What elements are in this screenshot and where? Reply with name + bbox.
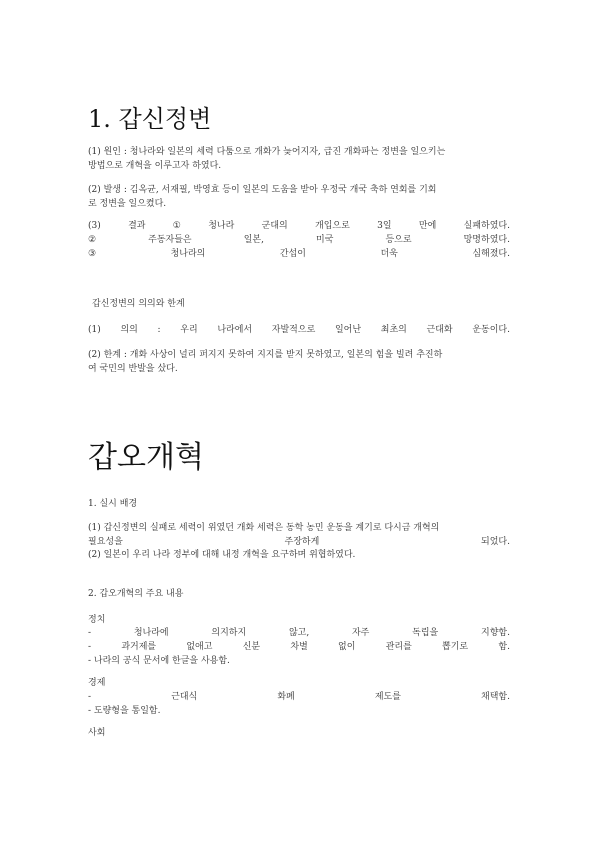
economy-word: 채택함. xyxy=(481,692,510,702)
background-heading: 1. 실시 배경 xyxy=(88,499,138,509)
content-heading: 2. 갑오개혁의 주요 내용 xyxy=(88,589,184,599)
significance-row xyxy=(88,323,510,337)
paragraph-occurrence xyxy=(88,183,510,211)
significance-word: 운동이다. xyxy=(472,325,510,335)
paragraph-result xyxy=(88,219,510,261)
paragraph-significance xyxy=(88,323,510,337)
result-word: 개입으로 xyxy=(315,221,350,231)
background1-word: 되었다. xyxy=(481,537,510,547)
significance-word: 일어난 xyxy=(334,325,362,335)
significance-word: 근대화 xyxy=(426,325,453,335)
society-heading: 사회 xyxy=(88,728,106,738)
result-word: 심해졌다. xyxy=(472,249,510,259)
background1-line-1: (1) 갑신정변의 실패로 세력이 위였던 개화 세력은 동학 농민 운동을 계기로 다시금 개혁의 xyxy=(88,523,440,533)
section-title-gabo: 갑오개혁 xyxy=(88,440,204,475)
politics-row-3: - 나라의 공식 문서에 한글을 사용함. xyxy=(88,656,230,666)
significance-word: 의의 xyxy=(120,325,138,335)
background1-word: 주장하게 xyxy=(284,537,320,547)
paragraph-background-1 xyxy=(88,521,510,549)
result-word: 결과 xyxy=(128,221,146,231)
result-word: (3) xyxy=(88,221,101,231)
background1-word: 필요성을 xyxy=(88,537,123,547)
result-word: ③ xyxy=(88,249,97,259)
cause-line-1: (1) 원인 : 청나라와 일본의 세력 다툼으로 개화가 늦어지자, 급진 개화파는 정변을 일으키는 xyxy=(88,147,446,157)
result-word: ① xyxy=(172,221,181,231)
result-word: 군대의 xyxy=(261,221,288,231)
politics-word: 과거제를 xyxy=(121,642,157,652)
politics-word: 독립을 xyxy=(412,628,439,638)
politics-word: 뽑기로 xyxy=(442,642,469,652)
paragraph-limit xyxy=(88,348,510,376)
economy-row-1 xyxy=(88,690,510,704)
paragraph-cause xyxy=(88,145,510,173)
economy-word: 근대식 xyxy=(171,692,198,702)
background1-line-2 xyxy=(88,535,510,549)
economy-row-2: - 도량형을 통일함. xyxy=(88,706,161,716)
politics-word: 자주 xyxy=(351,628,370,638)
politics-row-2 xyxy=(88,640,510,654)
occurrence-line-2: 로 정변을 일으켰다. xyxy=(88,199,167,209)
result-word: 실패하였다. xyxy=(463,221,510,231)
politics-word: - xyxy=(88,642,92,652)
economy-list xyxy=(88,690,510,718)
result-word: 미국 xyxy=(316,235,334,245)
limit-line-2: 여 국민의 반발을 샀다. xyxy=(88,364,178,374)
section-title-gapsin: 1. 갑신정변 xyxy=(88,105,212,133)
politics-word: 없이 xyxy=(338,642,356,652)
politics-word: 청나라에 xyxy=(133,628,169,638)
result-word: 3일 xyxy=(377,221,392,231)
significance-word: 나라에서 xyxy=(217,325,253,335)
politics-word: 함. xyxy=(498,642,510,652)
politics-word: 관리를 xyxy=(385,642,412,652)
result-word: 주동자들은 xyxy=(148,235,192,245)
result-row-2 xyxy=(88,233,510,247)
politics-word: 의지하지 xyxy=(211,628,247,638)
politics-word: 차별 xyxy=(290,642,308,652)
limit-line-1: (2) 한계 : 개화 사상이 널리 퍼지지 못하여 지지를 받지 못하였고, 일본의 힘을 빌려 추진하 xyxy=(88,350,443,360)
result-word: 만에 xyxy=(418,221,437,231)
politics-list xyxy=(88,626,510,668)
significance-word: 우리 xyxy=(180,325,198,335)
result-word: 더욱 xyxy=(380,249,398,259)
background-2: (2) 일본이 우리 나라 정부에 대해 내정 개혁을 요구하며 위협하였다. xyxy=(88,550,356,560)
economy-heading: 경제 xyxy=(88,678,106,688)
significance-word: : xyxy=(157,325,161,335)
result-word: 간섭이 xyxy=(279,249,306,259)
economy-word: 화폐 xyxy=(277,692,295,702)
result-word: 등으로 xyxy=(385,235,412,245)
significance-word: (1) xyxy=(88,325,101,335)
result-word: 일본, xyxy=(243,235,264,245)
result-word: 망명하였다. xyxy=(463,235,510,245)
significance-heading: 갑신정변의 의의와 한계 xyxy=(92,299,185,309)
politics-word: - xyxy=(88,628,92,638)
result-word: 청나라 xyxy=(208,221,235,231)
economy-word: 제도를 xyxy=(374,692,401,702)
economy-word: - xyxy=(88,692,92,702)
politics-word: 신분 xyxy=(242,642,261,652)
politics-heading: 정치 xyxy=(88,615,106,625)
result-row-3 xyxy=(88,247,510,261)
politics-word: 지향함. xyxy=(481,628,510,638)
politics-word: 않고, xyxy=(288,628,310,638)
result-word: 청나라의 xyxy=(170,249,206,259)
result-row-1 xyxy=(88,219,510,233)
result-word: ② xyxy=(88,235,97,245)
cause-line-2: 방법으로 개혁을 이루고자 하였다. xyxy=(88,161,222,171)
politics-word: 없애고 xyxy=(186,642,213,652)
significance-word: 자발적으로 xyxy=(271,325,316,335)
occurrence-line-1: (2) 발생 : 김옥균, 서재필, 박영효 등이 일본의 도움을 받아 우정국 개국 축하 연회를 기회 xyxy=(88,185,437,195)
politics-row-1 xyxy=(88,626,510,640)
significance-word: 최초의 xyxy=(380,325,407,335)
